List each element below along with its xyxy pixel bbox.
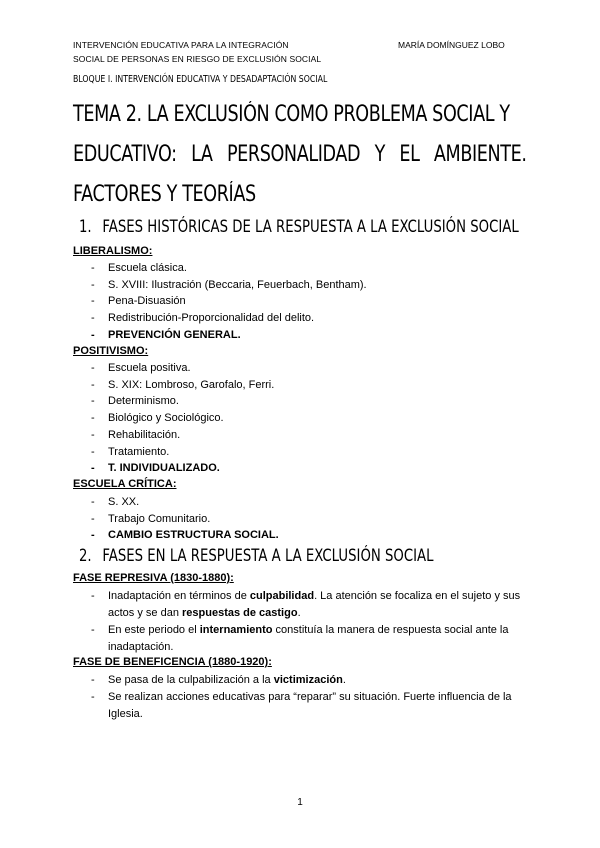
list-item: - Se realizan acciones educativas para “reparar” su situación. Fuerte influencia de la Iglesia. [91, 689, 527, 723]
list-escuela-critica [91, 494, 279, 544]
section-heading-1 [79, 217, 519, 237]
list-item: - Biológico y Sociológico. [91, 410, 274, 427]
section-heading-2 [79, 546, 433, 566]
group-heading-positivismo: POSITIVISMO: [73, 345, 149, 357]
header-course-line2: SOCIAL DE PERSONAS EN RIESGO DE EXCLUSIÓN SOCIAL [73, 54, 322, 64]
page-number: 1 [297, 797, 303, 808]
header-course [73, 38, 321, 66]
list-item: - Rehabilitación. [91, 427, 274, 444]
header-course-line1: INTERVENCIÓN EDUCATIVA PARA LA INTEGRACIÓN [73, 40, 289, 50]
text-run: constituía la manera de respuesta social ante la inadaptación. [108, 624, 509, 653]
title-word: LA [191, 142, 213, 167]
list-liberalismo [91, 260, 367, 344]
text-run-bold: respuestas de castigo [182, 607, 298, 619]
title-word: PERSONALIDAD [226, 142, 361, 167]
title-word: Y [374, 142, 385, 167]
list-item-emphasis: - T. INDIVIDUALIZADO. [91, 460, 274, 477]
title-line-1: TEMA 2. LA EXCLUSIÓN COMO PROBLEMA SOCIAL Y [73, 102, 510, 127]
list-item-emphasis: - PREVENCIÓN GENERAL. [91, 327, 367, 344]
group-heading-escuela-critica: ESCUELA CRÍTICA: [73, 478, 177, 490]
text-run-bold: culpabilidad [249, 590, 315, 602]
group-heading-liberalismo: LIBERALISMO: [73, 245, 153, 257]
list-item: - S. XIX: Lombroso, Garofalo, Ferri. [91, 377, 274, 394]
section-number: 1. [79, 217, 92, 237]
list-item: - Determinismo. [91, 393, 274, 410]
text-run-bold: internamiento [199, 624, 273, 636]
block-heading: BLOQUE I. INTERVENCIÓN EDUCATIVA Y DESADAPTACIÓN SOCIAL [73, 74, 328, 85]
section-title: FASES HISTÓRICAS DE LA RESPUESTA A LA EXCLUSIÓN SOCIAL [102, 217, 519, 237]
group-heading-fase-represiva: FASE REPRESIVA (1830-1880): [73, 572, 234, 584]
list-item: - Tratamiento. [91, 444, 274, 461]
text-run: Inadaptación en términos de [108, 590, 250, 602]
list-item: - Pena-Disuasión [91, 293, 367, 310]
text-run: . La atención se focaliza en el sujeto y sus actos y se dan [108, 590, 521, 619]
title-word: EDUCATIVO: [73, 142, 177, 167]
list-item-emphasis: - CAMBIO ESTRUCTURA SOCIAL. [91, 527, 279, 544]
list-item: - Trabajo Comunitario. [91, 511, 279, 528]
section-title: FASES EN LA RESPUESTA A LA EXCLUSIÓN SOCIAL [102, 546, 434, 566]
list-item: - S. XX. [91, 494, 279, 511]
title-line-2 [73, 135, 527, 175]
list-item: - Escuela clásica. [91, 260, 367, 277]
title-line-3: FACTORES Y TEORÍAS [73, 182, 256, 207]
list-item: - S. XVIII: Ilustración (Beccaria, Feuerbach, Bentham). [91, 277, 367, 294]
list-item: - Redistribución-Proporcionalidad del delito. [91, 310, 367, 327]
text-run: . [342, 674, 346, 686]
text-run: . [297, 607, 301, 619]
list-fase-represiva [91, 588, 527, 656]
list-item [91, 622, 527, 656]
text-run: Se pasa de la culpabilización a la [108, 674, 274, 686]
list-item: - Escuela positiva. [91, 360, 274, 377]
page-title [73, 95, 527, 215]
group-heading-fase-beneficencia: FASE DE BENEFICENCIA (1880-1920): [73, 656, 272, 668]
list-item [91, 588, 527, 622]
section-number: 2. [79, 546, 92, 566]
list-fase-beneficencia [91, 672, 527, 723]
text-run-bold: victimización [273, 674, 343, 686]
text-run: En este periodo el [108, 624, 200, 636]
list-item [91, 672, 527, 689]
title-word: AMBIENTE. [433, 142, 527, 167]
title-word: EL [399, 142, 420, 167]
header-author: MARÍA DOMÍNGUEZ LOBO [398, 40, 505, 50]
list-positivismo [91, 360, 274, 477]
